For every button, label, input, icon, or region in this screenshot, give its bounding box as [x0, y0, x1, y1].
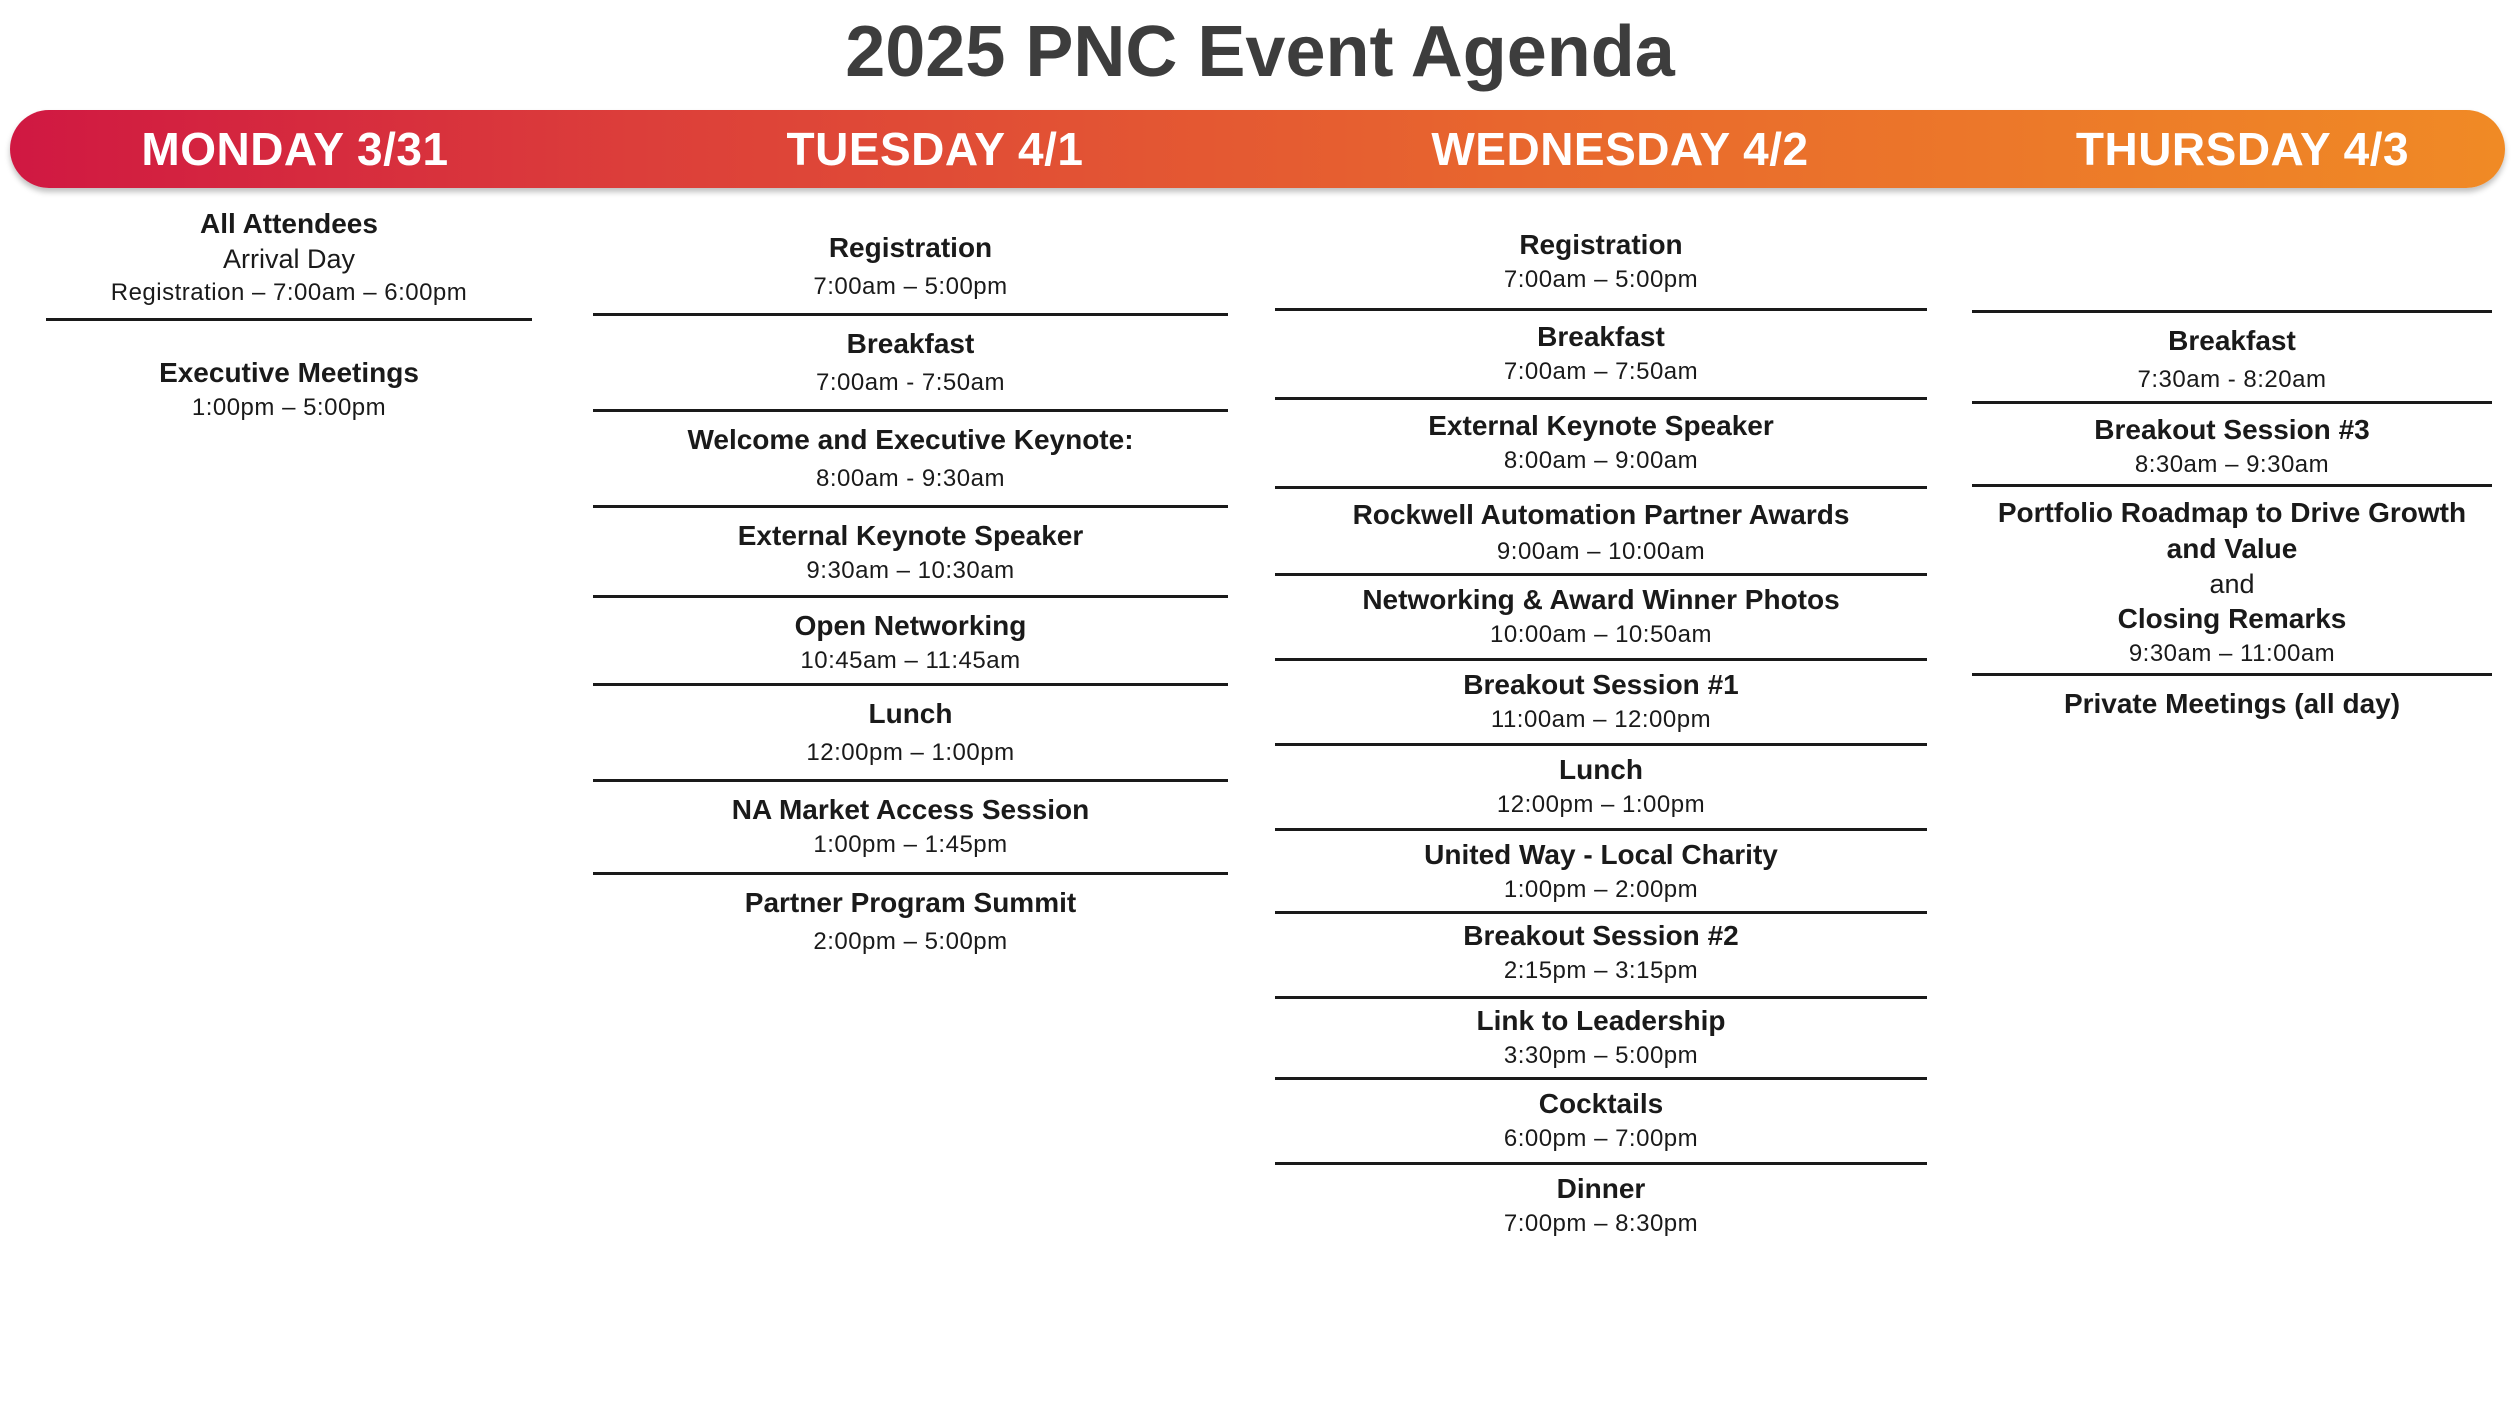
session-time: 1:00pm – 2:00pm	[1503, 876, 1699, 903]
day-column-monday	[46, 206, 532, 425]
page-title: 2025 PNC Event Agenda	[845, 12, 1675, 92]
agenda-item	[1275, 828, 1927, 911]
session-time: 2:15pm – 3:15pm	[1503, 957, 1699, 984]
agenda-item	[593, 313, 1228, 409]
day-header-thursday: THURSDAY 4/3	[2075, 123, 2410, 175]
session-name: External Keynote Speaker	[737, 520, 1084, 551]
session-name: All Attendees	[200, 208, 378, 239]
day-header-monday: MONDAY 3/31	[141, 123, 449, 175]
agenda-item	[1275, 911, 1927, 996]
agenda-item	[1275, 573, 1927, 658]
agenda-item	[1275, 308, 1927, 397]
session-name: Welcome and Executive Keynote:	[687, 424, 1134, 455]
session-name: NA Market Access Session	[731, 794, 1090, 825]
session-time: 9:30am – 11:00am	[2128, 640, 2336, 667]
agenda-item	[1275, 996, 1927, 1077]
session-name: Open Networking	[794, 610, 1027, 641]
agenda-item	[1972, 401, 2492, 484]
session-name: External Keynote Speaker	[1428, 410, 1774, 441]
session-time: 7:00am – 5:00pm	[813, 273, 1008, 300]
agenda-item	[1275, 225, 1927, 308]
agenda-item	[1275, 743, 1927, 828]
session-time: 7:00am - 7:50am	[816, 369, 1005, 396]
agenda-item	[593, 872, 1228, 959]
session-name: Executive Meetings	[159, 357, 419, 388]
agenda-item	[1275, 658, 1927, 743]
session-name: Cocktails	[1538, 1088, 1664, 1119]
agenda-item	[593, 228, 1228, 313]
session-time: 11:00am – 12:00pm	[1490, 706, 1712, 733]
session-name: Closing Remarks	[2117, 603, 2347, 634]
session-name: Link to Leadership	[1476, 1005, 1726, 1036]
session-name: Registration	[828, 232, 993, 263]
session-name: Breakfast	[2168, 325, 2296, 356]
session-name: Breakout Session #2	[1463, 920, 1739, 951]
session-name: United Way - Local Charity	[1424, 839, 1778, 870]
session-name: Partner Program Summit	[744, 887, 1077, 918]
day-header-banner	[10, 110, 2505, 188]
agenda-item	[1275, 486, 1927, 573]
session-name: and Value	[2166, 533, 2298, 564]
agenda-item	[1972, 310, 2492, 401]
session-time: 8:00am - 9:30am	[816, 465, 1005, 492]
session-name: Rockwell Automation Partner Awards	[1352, 499, 1850, 530]
day-header-wednesday: WEDNESDAY 4/2	[1431, 123, 1809, 175]
session-name: Breakout Session #3	[2094, 414, 2370, 445]
session-subtitle: Arrival Day	[222, 244, 356, 274]
session-time: 12:00pm – 1:00pm	[806, 739, 1015, 766]
day-column-thursday	[1972, 310, 2492, 722]
session-time: 7:30am - 8:20am	[2137, 366, 2327, 393]
day-column-tuesday	[593, 228, 1228, 959]
session-time: 1:00pm – 5:00pm	[191, 394, 387, 421]
agenda-item	[1275, 1077, 1927, 1162]
agenda-item	[593, 409, 1228, 505]
agenda-item	[593, 779, 1228, 872]
session-time: Registration – 7:00am – 6:00pm	[110, 279, 468, 306]
agenda-item	[1275, 397, 1927, 486]
session-time: 1:00pm – 1:45pm	[813, 831, 1008, 858]
agenda-item	[593, 505, 1228, 595]
session-name: Breakout Session #1	[1463, 669, 1739, 700]
session-name: Portfolio Roadmap to Drive Growth	[1997, 497, 2467, 528]
session-time: 7:00am – 5:00pm	[1503, 266, 1699, 293]
session-time: 12:00pm – 1:00pm	[1496, 791, 1706, 818]
day-header-tuesday: TUESDAY 4/1	[786, 123, 1084, 175]
session-time: 9:30am – 10:30am	[806, 557, 1015, 584]
session-time: 9:00am – 10:00am	[1496, 538, 1706, 565]
session-name: Private Meetings (all day)	[2063, 688, 2401, 719]
session-time: 6:00pm – 7:00pm	[1503, 1125, 1699, 1152]
session-time: 2:00pm – 5:00pm	[813, 928, 1008, 955]
session-time: 7:00pm – 8:30pm	[1503, 1210, 1699, 1237]
agenda-item	[1972, 484, 2492, 673]
session-name: Networking & Award Winner Photos	[1362, 584, 1840, 615]
session-time: 8:30am – 9:30am	[2134, 451, 2330, 478]
session-name: Lunch	[868, 698, 953, 729]
session-connector: and	[2209, 569, 2255, 599]
session-name: Breakfast	[1537, 321, 1665, 352]
agenda-item	[1972, 673, 2492, 722]
session-time: 10:45am – 11:45am	[800, 647, 1021, 674]
session-time: 8:00am – 9:00am	[1503, 447, 1699, 474]
agenda-item	[1275, 1162, 1927, 1241]
session-name: Dinner	[1556, 1173, 1646, 1204]
session-name: Breakfast	[846, 328, 975, 359]
agenda-item	[46, 318, 532, 425]
agenda-item	[46, 206, 532, 318]
session-time: 3:30pm – 5:00pm	[1503, 1042, 1699, 1069]
agenda-item	[593, 683, 1228, 779]
session-time: 10:00am – 10:50am	[1490, 621, 1712, 648]
session-name: Lunch	[1559, 754, 1643, 785]
session-name: Registration	[1519, 229, 1683, 260]
session-time: 7:00am – 7:50am	[1503, 358, 1699, 385]
day-column-wednesday	[1275, 225, 1927, 1241]
agenda-item	[593, 595, 1228, 683]
